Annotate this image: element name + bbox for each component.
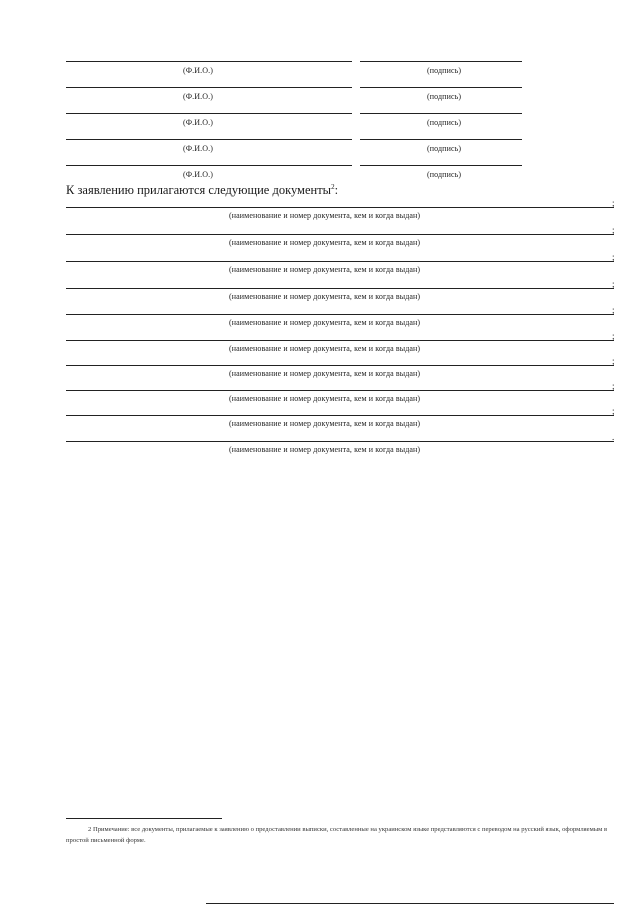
footnote-marker: 2 [331,183,335,191]
signature-line [360,139,522,140]
fio-caption: (Ф.И.О.) [183,92,214,101]
document-caption: (наименование и номер документа, кем и когда выдан) [229,419,421,428]
fio-line [66,165,352,166]
document-caption: (наименование и номер документа, кем и когда выдан) [229,394,421,403]
fio-line [66,139,352,140]
signature-caption: (подпись) [427,170,462,179]
fio-caption: (Ф.И.О.) [183,66,214,75]
fio-caption: (Ф.И.О.) [183,170,214,179]
signature-caption: (подпись) [427,66,462,75]
document-line [66,441,614,442]
page-bottom-rule [206,903,614,904]
document-caption: (наименование и номер документа, кем и когда выдан) [229,369,421,378]
row-end-mark: ; [612,305,615,315]
footnote-separator [66,818,222,819]
document-line [66,207,614,208]
document-caption: (наименование и номер документа, кем и когда выдан) [229,318,421,327]
document-line [66,261,614,262]
signature-caption: (подпись) [427,118,462,127]
document-line [66,288,614,289]
row-end-mark: ; [612,252,615,262]
document-line [66,390,614,391]
row-end-mark: ; [612,225,615,235]
document-caption: (наименование и номер документа, кем и когда выдан) [229,265,421,274]
signature-line [360,87,522,88]
fio-line [66,61,352,62]
document-line [66,415,614,416]
document-line [66,314,614,315]
signature-line [360,61,522,62]
signature-line [360,165,522,166]
document-line [66,340,614,341]
document-caption: (наименование и номер документа, кем и когда выдан) [229,238,421,247]
document-caption: (наименование и номер документа, кем и когда выдан) [229,292,421,301]
row-end-mark: ; [612,331,615,341]
row-end-mark: ; [612,406,615,416]
attachments-heading-text: К заявлению прилагаются следующие документы [66,183,332,198]
fio-line [66,87,352,88]
row-end-mark: ; [612,356,615,366]
fio-caption: (Ф.И.О.) [183,144,214,153]
row-end-mark: . [612,432,615,442]
footnote-text: 2 Примечание: все документы, прилагаемые к заявлению о предоставлении выписки, составленные на украинском языке представляются с переводом на русский язык, оформляемым в простой письменной форме. [66,826,608,844]
row-end-mark: ; [612,381,615,391]
document-line [66,234,614,235]
attachments-heading: К заявлению прилагаются следующие документы$^2$: [66,183,339,198]
signature-line [360,113,522,114]
fio-line [66,113,352,114]
signature-caption: (подпись) [427,92,462,101]
row-end-mark: ; [612,198,615,208]
document-caption: (наименование и номер документа, кем и когда выдан) [229,211,421,220]
document-line [66,365,614,366]
row-end-mark: ; [612,279,615,289]
document-caption: (наименование и номер документа, кем и когда выдан) [229,344,421,353]
fio-caption: (Ф.И.О.) [183,118,214,127]
document-caption: (наименование и номер документа, кем и когда выдан) [229,445,421,454]
signature-caption: (подпись) [427,144,462,153]
